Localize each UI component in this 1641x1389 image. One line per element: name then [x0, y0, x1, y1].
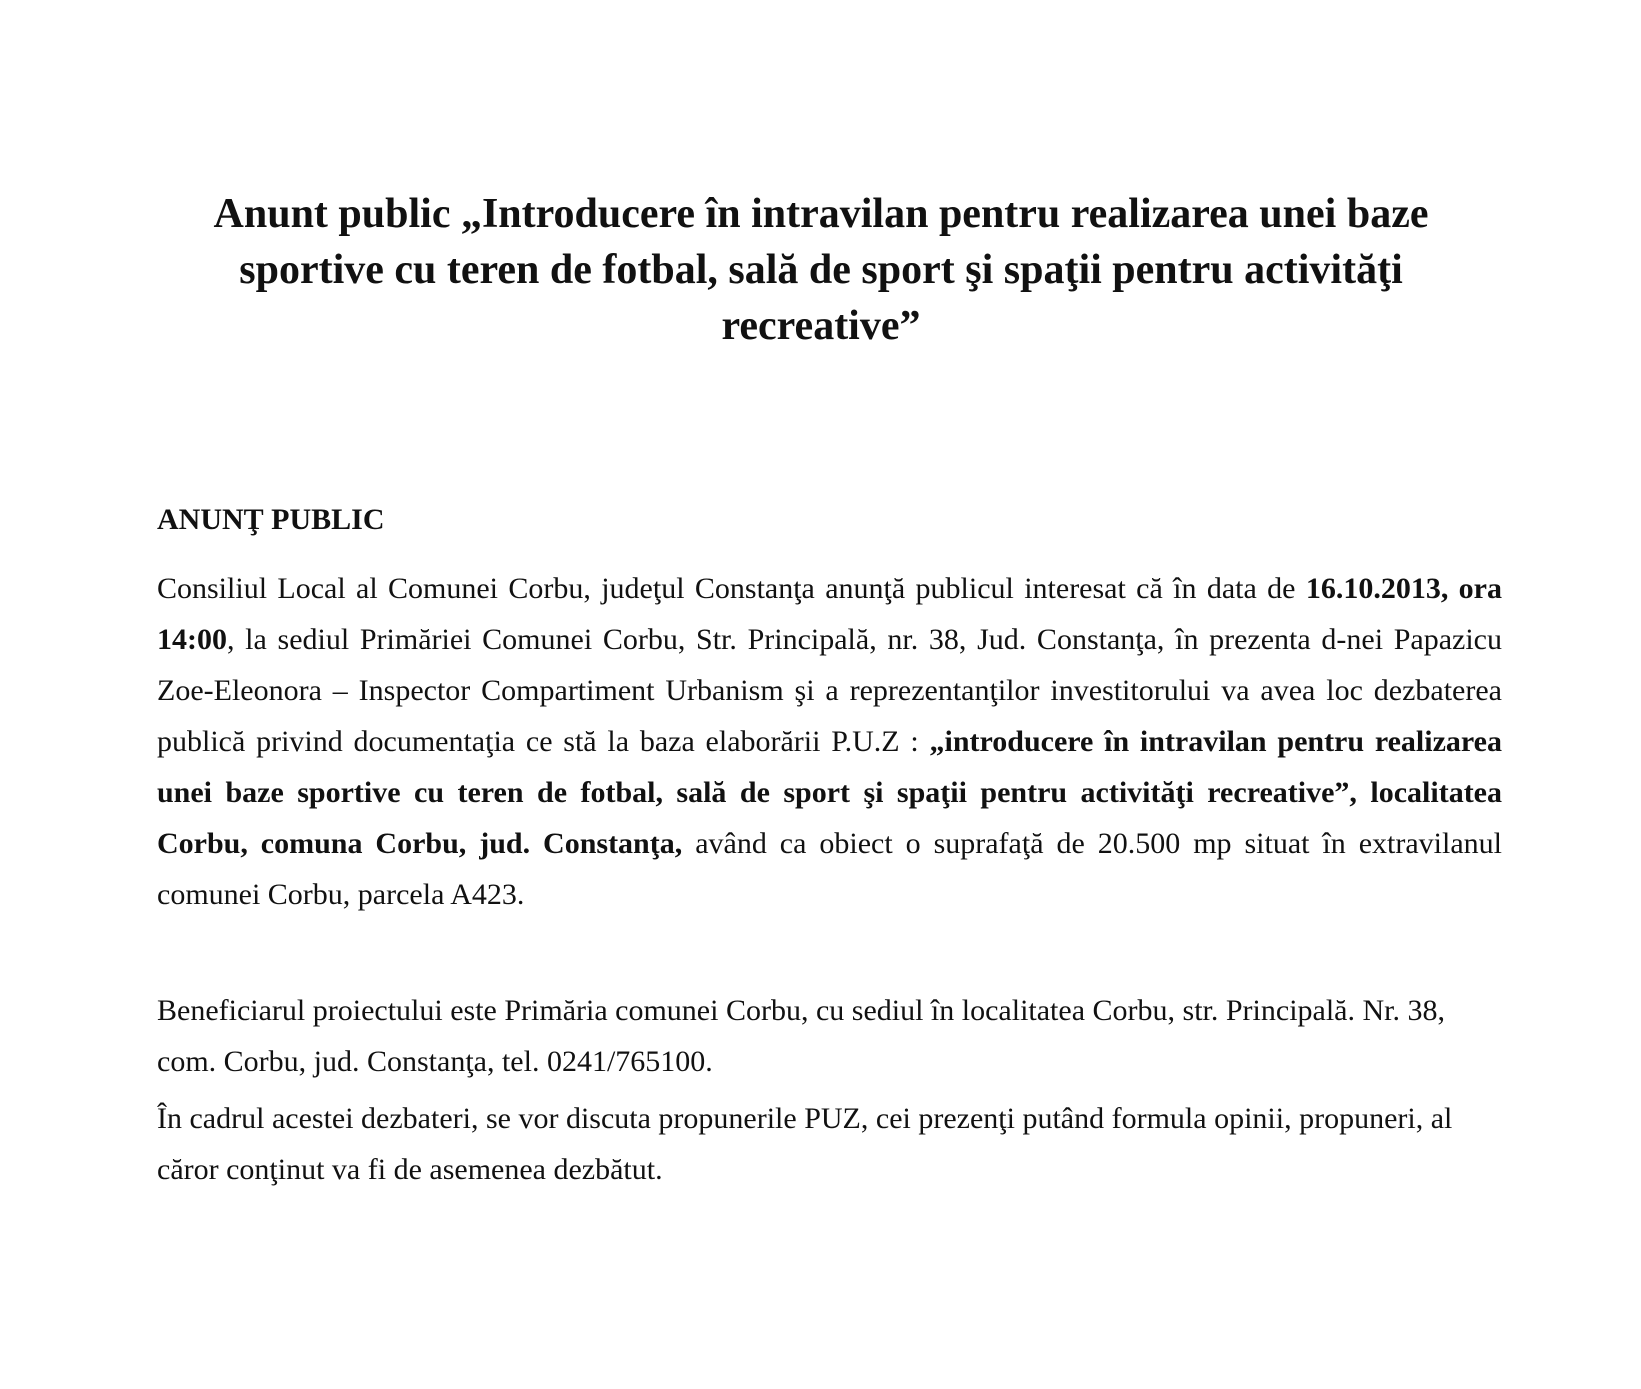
paragraph-beneficiary: Beneficiarul proiectului este Primăria comunei Corbu, cu sediul în localitatea Corbu, str. Principală. Nr. 38, com. Corbu, jud. Constanţa, tel. 0241/765100.	[157, 994, 1445, 1078]
paragraph-text: având ca obiect o suprafaţă de 20.500 mp situat în extravilanul comunei Corbu, parcela A423.	[157, 827, 1502, 911]
meeting-date-time: 16.10.2013, ora 14:00	[157, 572, 1502, 656]
paragraph-announcement	[157, 563, 1502, 920]
paragraph-text: Consiliul Local al Comunei Corbu, judeţul Constanţa anunţă publicul interesat că în data de	[157, 572, 1306, 605]
project-name: „introducere în intravilan pentru realizarea unei baze sportive cu teren de fotbal, sală de sport şi spaţii pentru activităţi recreative”, localitatea Corbu, comuna Corbu, jud. Constanţa,	[157, 725, 1502, 860]
paragraph-debate: În cadrul acestei dezbateri, se vor discuta propunerile PUZ, cei prezenţi putând formula opinii, propuneri, al căror conţinut va fi de asemenea dezbătut.	[157, 1102, 1453, 1186]
section-heading: ANUNŢ PUBLIC	[157, 503, 385, 536]
paragraph-text: , la sediul Primăriei Comunei Corbu, Str. Principală, nr. 38, Jud. Constanţa, în prezenta d-nei Papazicu Zoe-Eleonora – Inspector Compartiment Urbanism şi a reprezentanţilor investitorului va avea loc dezbaterea publică privind documentaţia ce stă la baza elaborării P.U.Z :	[157, 623, 1502, 758]
document-title: Anunt public „Introducere în intravilan pentru realizarea unei baze sportive cu teren de fotbal, sală de sport şi spaţii pentru activităţi recreative”	[213, 191, 1429, 349]
